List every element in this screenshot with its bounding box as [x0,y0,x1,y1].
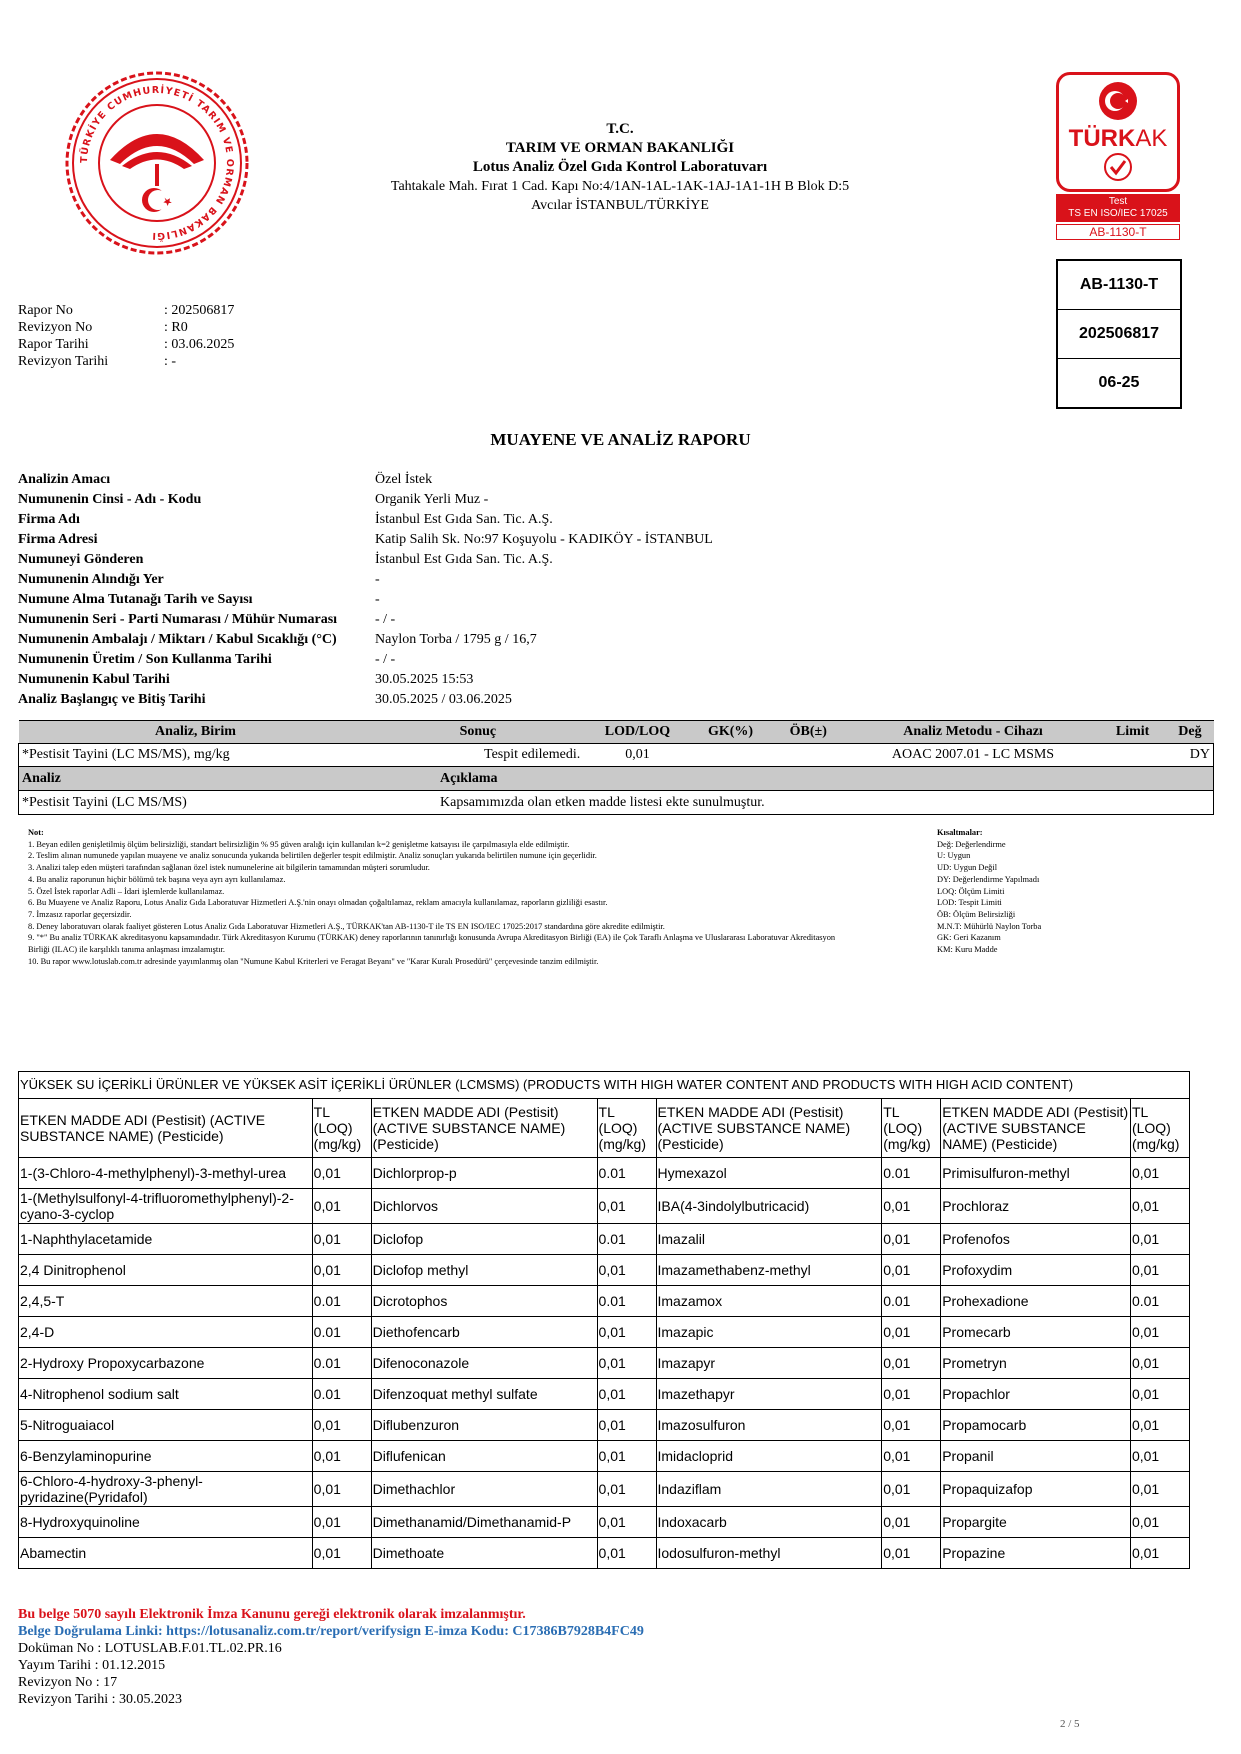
pesticide-tl-cell: 0,01 [597,1538,656,1569]
info-row [18,470,713,490]
info-row [18,650,713,670]
info-value: İstanbul Est Gıda San. Tic. A.Ş. [375,512,553,527]
pesticide-name-cell: 2,4-D [19,1317,313,1348]
note-item: 6. Bu Muayene ve Analiz Raporu, Lotus Analiz Gıda Laboratuvar Hizmetleri A.Ş.'nin onayı olmadan çoğaltılamaz, reklam amacıyla kullanılamaz, raporların gizliliği esastır. [28,898,608,908]
info-value: Naylon Torba / 1795 g / 16,7 [375,632,537,647]
pesticide-tl-cell: 0,01 [1130,1441,1189,1472]
e-signature-note: Bu belge 5070 sayılı Elektronik İmza Kanunu gereği elektronik olarak imzalanmıştır. [18,1607,526,1622]
code-box-accreditation: AB-1130-T [1058,261,1180,310]
abbreviation-item: ÖB: Ölçüm Belirsizliği [937,909,1016,919]
info-key: Firma Adı [18,512,80,527]
pesticide-tl-cell: 0,01 [312,1441,371,1472]
pesticide-tl-cell: 0,01 [882,1317,941,1348]
notes [28,827,928,967]
meta-row [18,319,234,336]
pesticide-name-cell: Iodosulfuron-methyl [656,1538,882,1569]
pesticide-tl-cell: 0,01 [597,1255,656,1286]
abbreviation-item: GK: Geri Kazanım [937,933,1001,943]
pesticide-tl-cell: 0,01 [882,1224,941,1255]
pesticide-tl-cell: 0.01 [882,1286,941,1317]
result-cell-eval: DY [1166,744,1213,767]
info-key: Numunenin Ambalajı / Miktarı / Kabul Sıcaklığı (°C) [18,632,337,647]
meta-value: : - [164,354,177,369]
pesticide-name-cell: Indoxacarb [656,1507,882,1538]
pesticide-row [19,1410,1190,1441]
pesticide-name-cell: Propanil [941,1441,1131,1472]
pesticide-tl-cell: 0,01 [882,1379,941,1410]
pesticide-name-cell: Imazamethabenz-methyl [656,1255,882,1286]
abbreviation-item: Değ: Değerlendirme [937,839,1006,849]
note-item: 8. Deney laboratuvarı olarak faaliyet gösteren Lotus Analiz Gıda Laboratuvar Hizmetleri A.Ş., TÜRKAK'tan AB-1130-T ile TS EN ISO/IEC 17025:2017 standardına göre akredite edilmiştir. [28,921,665,931]
info-row [18,590,713,610]
info-row [18,690,713,710]
pesticide-col-name: ETKEN MADDE ADI (Pestisit) (ACTIVE SUBSTANCE NAME) (Pesticide) [19,1099,313,1158]
pesticide-name-cell: Propaquizafop [941,1472,1131,1507]
pesticide-tl-cell: 0,01 [312,1255,371,1286]
pesticide-col-name: ETKEN MADDE ADI (Pestisit) (ACTIVE SUBSTANCE NAME) (Pesticide) [941,1099,1131,1158]
pesticide-name-cell: Dichlorprop-p [371,1158,597,1189]
pesticide-name-cell: Propazine [941,1538,1131,1569]
pesticide-name-cell: 6-Chloro-4-hydroxy-3-phenyl-pyridazine(Pyridafol) [19,1472,313,1507]
pesticide-name-cell: Imidacloprid [656,1441,882,1472]
result-col-method: Analiz Metodu - Cihazı [903,724,1043,739]
pesticide-tl-cell: 0,01 [882,1472,941,1507]
info-row [18,550,713,570]
abbreviation-item: DY: Değerlendirme Yapılmadı [937,874,1040,884]
turkak-standard-band [1056,194,1180,222]
pesticide-name-cell: Primisulfuron-methyl [941,1158,1131,1189]
info-key: Numuneyi Gönderen [18,552,144,567]
pesticide-tl-cell: 0.01 [597,1224,656,1255]
result-cell-result: Tespit edilemedi. [484,747,581,762]
pesticide-table-caption-row [19,1072,1190,1099]
pesticide-tl-cell: 0.01 [597,1286,656,1317]
explanation-col-description: Açıklama [440,770,498,786]
pesticide-name-cell: Diethofencarb [371,1317,597,1348]
result-cell-gk [692,744,770,767]
info-value: İstanbul Est Gıda San. Tic. A.Ş. [375,552,553,567]
info-value: Organik Yerli Muz - [375,492,489,507]
info-value: - / - [375,612,396,627]
note-item: 4. Bu analiz raporunun hiçbir bölümü tek başına veya ayrı ayrı kullanılamaz. [28,874,286,884]
pesticide-name-cell: Indaziflam [656,1472,882,1507]
info-key: Numune Alma Tutanağı Tarih ve Sayısı [18,592,253,607]
note-item: 2. Teslim alınan numunede yapılan muayene ve analiz sonucunda yukarıda belirtilen değerler tespit edilmiştir. Analiz sonuçları yukarıda belirtilen numune için geçerlidir. [28,851,597,861]
result-cell-ob [769,744,847,767]
pesticide-name-cell: Dimethoate [371,1538,597,1569]
code-box-period: 06-25 [1098,374,1140,391]
pesticide-col-tl: TL (LOQ) (mg/kg) [597,1099,656,1158]
explanation-header [19,767,1214,791]
pesticide-tl-cell: 0.01 [312,1379,371,1410]
pesticide-tl-cell: 0,01 [1130,1507,1189,1538]
pesticide-tl-cell: 0,01 [1130,1538,1189,1569]
seal-ring-text: TÜRKİYE CUMHURİYETİ TARIM VE ORMAN BAKANLIĞI [78,84,236,242]
pesticide-tl-cell: 0,01 [882,1410,941,1441]
note-item: 10. Bu rapor www.lotuslab.com.tr adresinde yayımlanmış olan "Numune Kabul Kriterleri ve Feragat Beyanı" ve "Karar Kuralı Prosedürü" çerçevesinde tanzim edilmiştir. [28,956,599,966]
report-meta [18,302,234,370]
info-row [18,670,713,690]
pesticide-name-cell: IBA(4-3indolylbutricacid) [656,1189,882,1224]
explanation-cell-analysis: *Pestisit Tayini (LC MS/MS) [22,794,187,810]
pesticide-tl-cell: 0,01 [882,1189,941,1224]
note-item: 5. Özel İstek raporlar Adli – İdari işlemlerde kullanılamaz. [28,886,225,896]
pesticide-name-cell: Diclofop methyl [371,1255,597,1286]
info-row [18,610,713,630]
pesticide-tl-cell: 0.01 [312,1286,371,1317]
pesticide-tl-cell: 0,01 [597,1472,656,1507]
pesticide-tl-cell: 0,01 [597,1441,656,1472]
lab-header [330,120,910,215]
pesticide-name-cell: 4-Nitrophenol sodium salt [19,1379,313,1410]
pesticide-name-cell: Diclofop [371,1224,597,1255]
pesticide-tl-cell: 0,01 [597,1507,656,1538]
pesticide-table-body [19,1158,1190,1569]
turkak-wordmark [1059,126,1177,152]
pesticide-tl-cell: 0,01 [597,1379,656,1410]
pesticide-name-cell: Propachlor [941,1379,1131,1410]
pesticide-tl-cell: 0,01 [597,1348,656,1379]
pesticide-tl-cell: 0,01 [312,1507,371,1538]
pesticide-tl-cell: 0,01 [597,1410,656,1441]
pesticide-name-cell: Dimethanamid/Dimethanamid-P [371,1507,597,1538]
note-item: 9. "*" Bu analiz TÜRKAK akreditasyonu kapsamındadır. Türk Akreditasyon Kurumu (TÜRKAK) deney raporlarının tanınırlığı konusunda Avrupa Akreditasyon Birliği (EA) ile Çok Taraflı Anlaşma ve Uluslararası Laboratuvar Akreditasyon Birliği (ILAC) ile karşılıklı tanıma anlaşması imzalamıştır. [28,933,836,955]
meta-key: Rapor Tarihi [18,337,89,352]
ministry-seal-icon [62,68,252,258]
turkak-logo [1056,72,1180,248]
abbreviation-item: LOQ: Ölçüm Limiti [937,886,1005,896]
pesticide-name-cell: Imazosulfuron [656,1410,882,1441]
pesticide-name-cell: 1-Naphthylacetamide [19,1224,313,1255]
abbreviation-item: LOD: Tespit Limiti [937,898,1002,908]
abbreviations-title: Kısaltmalar: [937,828,983,837]
note-item: 3. Analizi talep eden müşteri tarafından sağlanan özel istek numunelerine ait bilgilerin tamamından müşteri sorumludur. [28,863,430,873]
pesticide-name-cell: Diflubenzuron [371,1410,597,1441]
pesticide-tl-cell: 0,01 [882,1441,941,1472]
pesticide-row [19,1224,1190,1255]
explanation-row [19,791,1214,815]
info-key: Firma Adresi [18,532,98,547]
info-key: Numunenin Üretim / Son Kullanma Tarihi [18,652,272,667]
pesticide-table-header [19,1099,1190,1158]
pesticide-table [18,1071,1190,1569]
turkak-brand-accent: AK [1135,125,1168,152]
pesticide-row [19,1348,1190,1379]
pesticide-row [19,1189,1190,1224]
pesticide-name-cell: Difenzoquat methyl sulfate [371,1379,597,1410]
pesticide-col-name: ETKEN MADDE ADI (Pestisit) (ACTIVE SUBSTANCE NAME) (Pesticide) [371,1099,597,1158]
result-col-gk: GK(%) [707,724,754,739]
pesticide-tl-cell: 0,01 [882,1348,941,1379]
verification-link[interactable]: Belge Doğrulama Linki: https://lotusanaliz.com.tr/report/verifysign E-imza Kodu: C17386B7928B4FC49 [18,1624,644,1639]
meta-value: : 03.06.2025 [164,337,235,352]
report-code-box [1056,259,1182,409]
pesticide-name-cell: Prometryn [941,1348,1131,1379]
header-lab-name: Lotus Analiz Özel Gıda Kontrol Laboratuvarı [472,159,768,175]
info-value: - [375,592,380,607]
pesticide-name-cell: 2,4,5-T [19,1286,313,1317]
result-cell-lod: 0,01 [625,747,650,762]
pesticide-tl-cell: 0,01 [1130,1189,1189,1224]
pesticide-name-cell: Abamectin [19,1538,313,1569]
pesticide-row [19,1472,1190,1507]
info-key: Numunenin Kabul Tarihi [18,672,170,687]
pesticide-row [19,1158,1190,1189]
info-value: 30.05.2025 15:53 [375,672,474,687]
pesticide-tl-cell: 0,01 [312,1538,371,1569]
turkak-check-icon [1103,152,1133,182]
pesticide-tl-cell: 0,01 [1130,1379,1189,1410]
pesticide-tl-cell: 0.01 [312,1348,371,1379]
info-value: - [375,572,380,587]
pesticide-name-cell: Dichlorvos [371,1189,597,1224]
info-row [18,510,713,530]
pesticide-name-cell: Diflufenican [371,1441,597,1472]
turkak-crescent-icon [1098,81,1138,121]
info-key: Numunenin Cinsi - Adı - Kodu [18,492,202,507]
pesticide-row [19,1441,1190,1472]
pesticide-name-cell: Propargite [941,1507,1131,1538]
pesticide-tl-cell: 0,01 [1130,1472,1189,1507]
result-col-limit: Limit [1115,724,1150,739]
result-cell-method: AOAC 2007.01 - LC MSMS [891,747,1055,762]
turkak-test-label: Test [1108,196,1128,207]
pesticide-tl-cell: 0,01 [1130,1224,1189,1255]
pesticide-tl-cell: 0,01 [597,1189,656,1224]
result-col-analysis: Analiz, Birim [155,724,236,739]
pesticide-name-cell: Dicrotophos [371,1286,597,1317]
explanation-cell-description: Kapsamımızda olan etken madde listesi ekte sunulmuştur. [440,794,765,810]
pesticide-name-cell: Imazapyr [656,1348,882,1379]
meta-row [18,336,234,353]
pesticide-name-cell: Prohexadione [941,1286,1131,1317]
pesticide-name-cell: Imazethapyr [656,1379,882,1410]
report-title: MUAYENE VE ANALİZ RAPORU [490,430,751,449]
pesticide-name-cell: Difenoconazole [371,1348,597,1379]
pesticide-tl-cell: 0,01 [1130,1255,1189,1286]
pesticide-name-cell: Imazapic [656,1317,882,1348]
pesticide-name-cell: Imazalil [656,1224,882,1255]
result-cell-analysis: *Pestisit Tayini (LC MS/MS), mg/kg [19,744,373,767]
note-item: 7. İmzasız raporlar geçersizdir. [28,909,132,919]
pesticide-name-cell: Promecarb [941,1317,1131,1348]
svg-text:TÜRKİYE CUMHURİYETİ TARIM VE O [79,85,235,242]
pesticide-tl-cell: 0,01 [1130,1317,1189,1348]
info-value: Katip Salih Sk. No:97 Koşuyolu - KADIKÖY - İSTANBUL [375,532,713,547]
pesticide-name-cell: Hymexazol [656,1158,882,1189]
info-key: Analizin Amacı [18,472,111,487]
revision-number: Revizyon No : 17 [18,1675,118,1690]
pesticide-row [19,1507,1190,1538]
sample-info [18,470,713,710]
pesticide-tl-cell: 0,01 [312,1472,371,1507]
explanation-col-analysis: Analiz [22,770,61,786]
info-row [18,630,713,650]
abbreviations [937,827,1117,956]
info-key: Numunenin Seri - Parti Numarası / Mühür Numarası [18,612,338,627]
turkak-accreditation-no: AB-1130-T [1056,224,1180,240]
document-footer [18,1606,644,1708]
result-row [19,744,1214,767]
pesticide-name-cell: 1-(Methylsulfonyl-4-trifluoromethylphenyl)-2-cyano-3-cyclop [19,1189,313,1224]
pesticide-row [19,1538,1190,1569]
notes-title: Not: [28,828,44,837]
pesticide-tl-cell: 0,01 [312,1410,371,1441]
ministry-logo [62,68,252,258]
abbreviation-item: UD: Uygun Değil [937,863,998,873]
pesticide-tl-cell: 0,01 [882,1255,941,1286]
pesticide-row [19,1255,1190,1286]
pesticide-col-name: ETKEN MADDE ADI (Pestisit) (ACTIVE SUBSTANCE NAME) (Pesticide) [656,1099,882,1158]
document-number: Doküman No : LOTUSLAB.F.01.TL.02.PR.16 [18,1641,282,1656]
info-value: 30.05.2025 / 03.06.2025 [375,692,512,707]
header-tc: T.C. [606,121,634,137]
page-number: 2 / 5 [1060,1718,1080,1730]
pesticide-col-tl: TL (LOQ) (mg/kg) [882,1099,941,1158]
result-table [18,720,1214,767]
result-cell-limit [1099,744,1167,767]
pesticide-tl-cell: 0,01 [312,1158,371,1189]
pesticide-name-cell: Propamocarb [941,1410,1131,1441]
result-table-header [19,721,1214,744]
code-box-report-no: 202506817 [1058,310,1180,359]
pesticide-name-cell: Profoxydim [941,1255,1131,1286]
pesticide-row [19,1379,1190,1410]
meta-key: Revizyon Tarihi [18,354,109,369]
explanation-table [18,766,1214,815]
pesticide-row [19,1286,1190,1317]
header-address: Tahtakale Mah. Fırat 1 Cad. Kapı No:4/1AN-1AL-1AK-1AJ-1A1-1H B Blok D:5 [390,179,850,194]
result-col-eval: Değ [1178,724,1202,739]
pesticide-name-cell: Dimethachlor [371,1472,597,1507]
pesticide-name-cell: 8-Hydroxyquinoline [19,1507,313,1538]
meta-key: Rapor No [18,303,73,318]
pesticide-tl-cell: 0,01 [312,1224,371,1255]
pesticide-tl-cell: 0.01 [1130,1286,1189,1317]
abbreviation-item: KM: Kuru Madde [937,945,998,955]
info-row [18,530,713,550]
turkak-brand-main: TÜRK [1068,125,1136,152]
result-col-ob: ÖB(±) [789,724,827,739]
info-value: - / - [375,652,396,667]
publish-date: Yayım Tarihi : 01.12.2015 [18,1658,166,1673]
pesticide-name-cell: 5-Nitroguaiacol [19,1410,313,1441]
pesticide-row [19,1317,1190,1348]
meta-key: Revizyon No [18,320,93,335]
pesticide-tl-cell: 0,01 [1130,1158,1189,1189]
pesticide-name-cell: 2-Hydroxy Propoxycarbazone [19,1348,313,1379]
pesticide-name-cell: Profenofos [941,1224,1131,1255]
pesticide-tl-cell: 0,01 [1130,1348,1189,1379]
pesticide-tl-cell: 0.01 [312,1317,371,1348]
pesticide-tl-cell: 0,01 [882,1507,941,1538]
pesticide-tl-cell: 0.01 [882,1158,941,1189]
note-item: 1. Beyan edilen genişletilmiş ölçüm belirsizliği, standart belirsizliğin % 95 güven aralığı için kullanılan k=2 genişletme katsayısı ile çarpılmasıyla elde edilmiştir. [28,839,570,849]
pesticide-name-cell: 6-Benzylaminopurine [19,1441,313,1472]
header-city: Avcılar İSTANBUL/TÜRKİYE [531,198,709,213]
turkak-frame [1056,72,1180,192]
meta-value: : R0 [164,320,188,335]
header-ministry: TARIM VE ORMAN BAKANLIĞI [505,140,735,156]
turkak-standard: TS EN ISO/IEC 17025 [1068,208,1168,219]
meta-value: : 202506817 [164,303,235,318]
info-key: Analiz Başlangıç ve Bitiş Tarihi [18,692,206,707]
info-value: Özel İstek [375,472,433,487]
revision-date: Revizyon Tarihi : 30.05.2023 [18,1692,183,1707]
pesticide-tl-cell: 0,01 [312,1189,371,1224]
info-key: Numunenin Alındığı Yer [18,572,164,587]
pesticide-table-caption: YÜKSEK SU İÇERİKLİ ÜRÜNLER VE YÜKSEK ASİT İÇERİKLİ ÜRÜNLER (LCMSMS) (PRODUCTS WITH HIGH WATER CONTENT AND PRODUCTS WITH HIGH ACID CONTENT) [19,1072,1190,1099]
meta-row [18,302,234,319]
pesticide-col-tl: TL (LOQ) (mg/kg) [312,1099,371,1158]
pesticide-tl-cell: 0,01 [882,1538,941,1569]
pesticide-name-cell: Imazamox [656,1286,882,1317]
result-col-lod: LOD/LOQ [604,724,671,739]
pesticide-tl-cell: 0.01 [597,1158,656,1189]
info-row [18,490,713,510]
abbreviation-item: U: Uygun [937,851,971,861]
pesticide-name-cell: 1-(3-Chloro-4-methylphenyl)-3-methyl-urea [19,1158,313,1189]
pesticide-tl-cell: 0,01 [1130,1410,1189,1441]
pesticide-name-cell: Prochloraz [941,1189,1131,1224]
abbreviation-item: M.N.T: Mühürlü Naylon Torba [937,921,1042,931]
pesticide-name-cell: 2,4 Dinitrophenol [19,1255,313,1286]
result-col-result: Sonuç [459,724,497,739]
pesticide-tl-cell: 0,01 [597,1317,656,1348]
meta-row [18,353,234,370]
pesticide-col-tl: TL (LOQ) (mg/kg) [1130,1099,1189,1158]
info-row [18,570,713,590]
